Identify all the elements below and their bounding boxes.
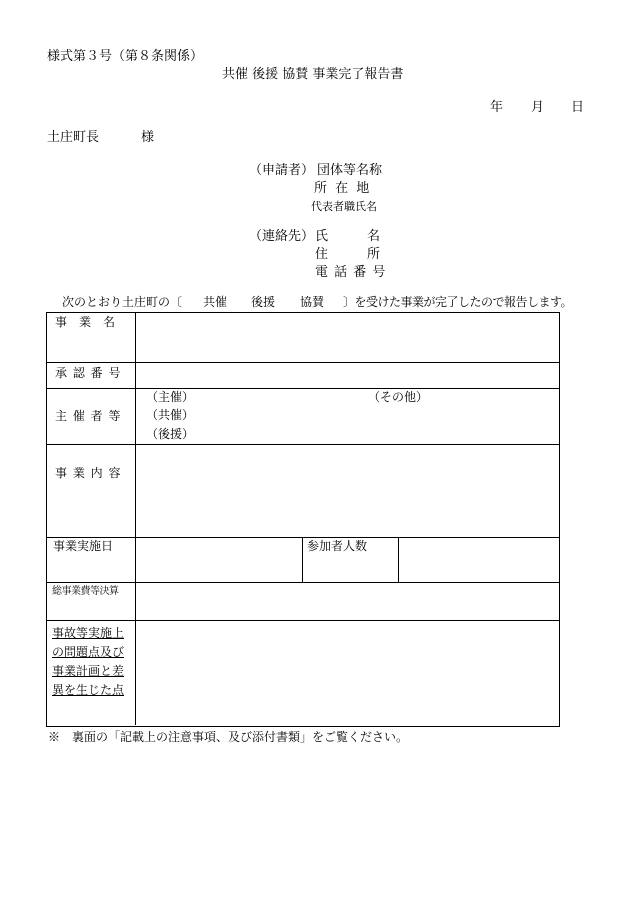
issues-line: 異を生じた点: [52, 683, 125, 697]
row-divider: [46, 444, 559, 445]
statement-prefix: 次のとおり土庄町の〔: [62, 295, 183, 309]
column-divider: [302, 537, 303, 582]
label-total-cost: 総事業費等決算: [52, 586, 119, 597]
label-participants: 参加者人数: [307, 539, 368, 553]
label-project-content: 事 業 内 容: [55, 466, 122, 480]
date-year-label: 年: [490, 100, 504, 115]
label-organizers: 主 催 者 等: [55, 409, 122, 423]
addressee-honorific: 様: [141, 130, 155, 145]
row-divider: [46, 388, 559, 389]
organizer-main: （主催）: [146, 390, 195, 404]
contact-address: 住 所: [315, 247, 381, 262]
label-implementation-date: 事業実施日: [53, 539, 114, 553]
row-divider: [46, 582, 559, 583]
applicant-representative: 代表者職氏名: [311, 200, 377, 213]
issues-line: 事業計画と差: [52, 664, 125, 678]
addressee-name: 土庄町長: [47, 130, 100, 145]
label-column-divider: [135, 312, 136, 725]
applicant-address: 所 在 地: [314, 181, 372, 196]
organizer-other: （その他）: [368, 390, 429, 404]
contact-name: 氏 名: [315, 229, 381, 244]
applicant-label: （申請者）: [249, 163, 315, 178]
date-day-label: 日: [571, 100, 585, 115]
contact-phone: 電 話 番 号: [315, 265, 387, 280]
organizer-co: （共催）: [146, 408, 195, 422]
statement-option-koen: 後援: [251, 295, 276, 309]
issues-line: 事故等実施上: [52, 626, 125, 640]
statement-option-kyosai: 共催: [203, 295, 228, 309]
organizer-support: （後援）: [146, 427, 195, 441]
form-number: 様式第３号（第８条関係）: [47, 49, 204, 64]
date-month-label: 月: [531, 100, 545, 115]
contact-label: （連絡先）: [249, 229, 315, 244]
issues-line: の問題点及び: [52, 645, 125, 659]
row-divider: [46, 620, 559, 621]
applicant-org-name: 団体等名称: [317, 163, 383, 178]
label-project-name: 事 業 名: [55, 315, 116, 329]
label-issues: [52, 624, 124, 700]
column-divider: [398, 537, 399, 582]
page-title: 共催 後援 協賛 事業完了報告書: [222, 67, 404, 82]
statement-option-kyosan: 協賛: [300, 295, 325, 309]
row-divider: [46, 362, 559, 363]
footnote: ※ 裏面の「記載上の注意事項、及び添付書類」をご覧ください。: [48, 730, 409, 744]
statement-suffix: 〕を受けた事業が完了したので報告します。: [343, 295, 573, 309]
label-approval-number: 承 認 番 号: [55, 366, 122, 380]
